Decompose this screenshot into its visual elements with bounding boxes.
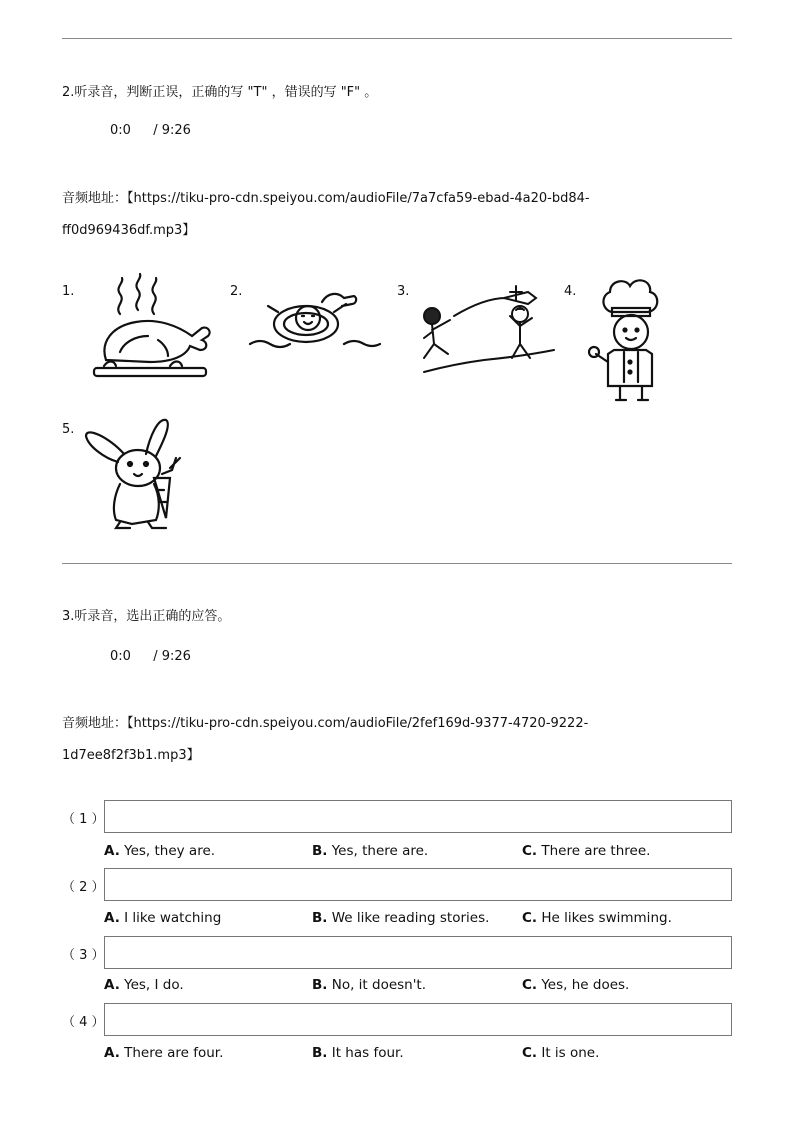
answer-row-2 bbox=[62, 868, 734, 904]
options-row-3 bbox=[104, 977, 734, 997]
player-duration: / 9:26 bbox=[153, 649, 191, 664]
answer-row-1 bbox=[62, 800, 734, 836]
option-b[interactable]: B. No, it doesn't. bbox=[312, 977, 427, 993]
picture-number: 1. bbox=[62, 284, 75, 299]
answer-input-box[interactable] bbox=[104, 868, 732, 901]
item-number: （ 4 ） bbox=[62, 1015, 105, 1030]
answer-input-box[interactable] bbox=[104, 936, 732, 969]
option-a[interactable]: A. I like watching bbox=[104, 910, 222, 926]
option-a[interactable]: A. Yes, they are. bbox=[104, 843, 216, 859]
answer-input-box[interactable] bbox=[104, 1003, 732, 1036]
audio-player-q3[interactable] bbox=[110, 649, 191, 664]
audio-url-q3-line1[interactable]: 音频地址：【https://tiku-pro-cdn.speiyou.com/audioFile/2fef169d-9377-4720-9222- bbox=[62, 716, 589, 731]
player-current-time: 0:0 bbox=[110, 123, 131, 138]
options-row-4 bbox=[104, 1045, 734, 1065]
audio-url-q2-line2[interactable]: ff0d969436df.mp3】 bbox=[62, 223, 196, 238]
picture-number: 3. bbox=[397, 284, 410, 299]
audio-player-q2[interactable] bbox=[110, 123, 191, 138]
option-c[interactable]: C. Yes, he does. bbox=[522, 977, 630, 993]
question-3-title: 3.听录音，选出正确的应答。 bbox=[62, 609, 231, 624]
option-c[interactable]: C. He likes swimming. bbox=[522, 910, 672, 926]
answer-row-3 bbox=[62, 936, 734, 972]
option-a[interactable]: A. There are four. bbox=[104, 1045, 224, 1061]
answer-input-box[interactable] bbox=[104, 800, 732, 833]
picture-number: 4. bbox=[564, 284, 577, 299]
swimming-child-icon bbox=[248, 282, 384, 358]
rabbit-with-carrot-icon bbox=[84, 414, 192, 532]
audio-url-q3-line2[interactable]: 1d7ee8f2f3b1.mp3】 bbox=[62, 748, 200, 763]
item-number: （ 1 ） bbox=[62, 812, 105, 827]
section-divider bbox=[62, 563, 732, 564]
player-duration: / 9:26 bbox=[153, 123, 191, 138]
options-row-1 bbox=[104, 843, 734, 863]
answer-row-4 bbox=[62, 1003, 734, 1039]
player-current-time: 0:0 bbox=[110, 649, 131, 664]
option-b[interactable]: B. It has four. bbox=[312, 1045, 404, 1061]
option-c[interactable]: C. It is one. bbox=[522, 1045, 600, 1061]
roast-chicken-icon bbox=[90, 276, 210, 384]
item-number: （ 2 ） bbox=[62, 880, 105, 895]
chef-icon bbox=[586, 278, 678, 404]
picture-number: 2. bbox=[230, 284, 243, 299]
options-row-2 bbox=[104, 910, 734, 930]
option-b[interactable]: B. We like reading stories. bbox=[312, 910, 490, 926]
option-a[interactable]: A. Yes, I do. bbox=[104, 977, 184, 993]
question-2-title: 2.听录音，判断正误，正确的写 "T" ，错误的写 "F" 。 bbox=[62, 85, 378, 100]
item-number: （ 3 ） bbox=[62, 948, 105, 963]
option-c[interactable]: C. There are three. bbox=[522, 843, 651, 859]
top-divider bbox=[62, 38, 732, 39]
option-b[interactable]: B. Yes, there are. bbox=[312, 843, 429, 859]
kids-flying-kite-icon bbox=[420, 286, 556, 376]
picture-number: 5. bbox=[62, 422, 75, 437]
audio-url-q2-line1[interactable]: 音频地址：【https://tiku-pro-cdn.speiyou.com/audioFile/7a7cfa59-ebad-4a20-bd84- bbox=[62, 191, 590, 206]
